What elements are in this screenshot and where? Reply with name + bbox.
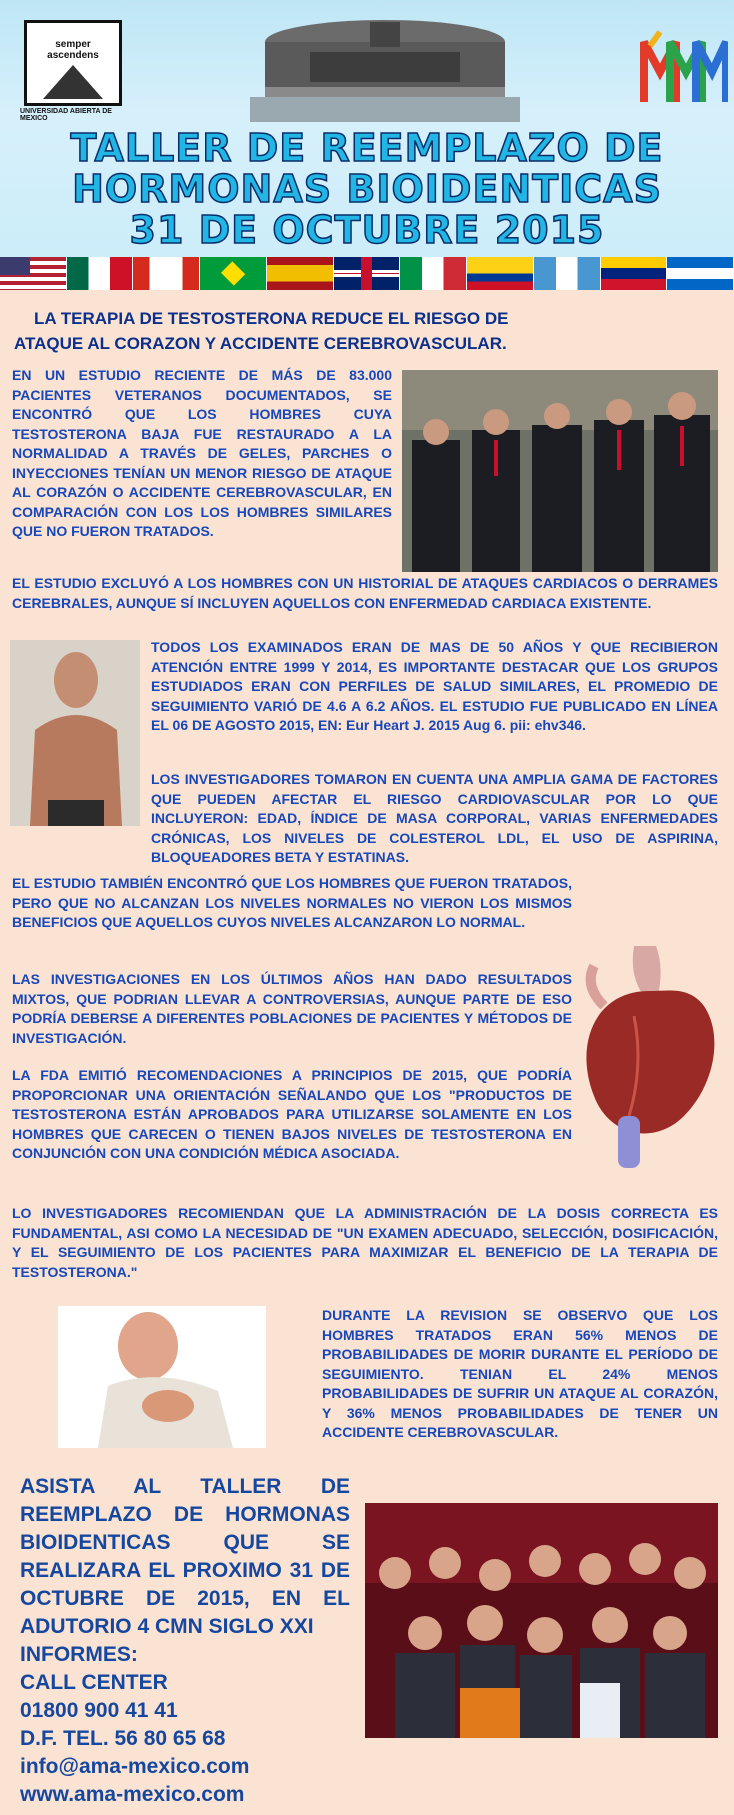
flag-spain-icon — [267, 257, 334, 290]
title-line-2: HORMONAS BIOIDENTICAS — [72, 167, 662, 211]
logo-triangle-icon — [43, 65, 103, 99]
paragraph-review: DURANTE LA REVISION SE OBSERVO QUE LOS HOMBRES TRATADOS ERAN 56% MENOS DE PROBABILIDADES DE MORIR DURANTE EL PERÍODO DE SEGUIMIENTO. TENIAN EL 24% MENOS PROBABILIDADES DE SUFRIR UN ATAQUE AL CORAZÓN, Y 36% MENOS PROBABILIDADES DE TENER UN ACCIDENTE CEREBROVASCULAR. — [322, 1307, 718, 1440]
event-title — [0, 128, 734, 251]
article-headline — [14, 306, 614, 356]
paragraph-study: EN UN ESTUDIO RECIENTE DE MÁS DE 83.000 PACIENTES VETERANOS DOCUMENTADOS, SE ENCONTRÓ QUE LOS HOMBRES CUYA TESTOSTERONA BAJA FUE RESTAURADO A LA NORMALIDAD A TRAVÉS DE GELES, PARCHES O INYECCIONES TENÍAN UN MENOR RIESGO DE ATAQUE AL CORAZÓN O ACCIDENTE CEREBROVASCULAR, EN COMPARACIÓN CON LOS LOS HOMBRES SIMILARES QUE NO FUERON TRATADOS. — [12, 367, 392, 539]
auditorium-building-image — [250, 12, 520, 122]
flag-canada-icon — [133, 257, 200, 290]
flag-nicaragua-icon — [667, 257, 734, 290]
informes-label: INFORMES: — [20, 1643, 138, 1666]
title-line-3: 31 DE OCTUBRE 2015 — [129, 208, 605, 252]
flag-guatemala-icon — [534, 257, 601, 290]
chest-pain-man-photo — [58, 1306, 266, 1448]
paragraph-levels: EL ESTUDIO TAMBIÉN ENCONTRÓ QUE LOS HOMBRES QUE FUERON TRATADOS, PERO QUE NO ALCANZAN LOS NIVELES NORMALES NO VIERON LOS MISMOS BENEFICIOS QUE AQUELLOS CUYOS NIVELES ALCANZARON LO NORMAL. — [12, 875, 572, 930]
flag-colombia-icon — [467, 257, 534, 290]
phone-number-df[interactable]: D.F. TEL. 56 80 65 68 — [20, 1727, 226, 1750]
headline-line-2: ATAQUE AL CORAZON Y ACCIDENTE CEREBROVASCULAR. — [14, 334, 507, 353]
logo-text: semper ascendens — [47, 39, 99, 61]
flag-brazil-icon — [200, 257, 267, 290]
email-link[interactable]: info@ama-mexico.com — [20, 1755, 250, 1778]
veterans-photo — [402, 370, 718, 572]
group-photo — [365, 1503, 718, 1738]
paragraph-exclusion: EL ESTUDIO EXCLUYÓ A LOS HOMBRES CON UN HISTORIAL DE ATAQUES CARDIACOS O DERRAMES CEREBRALES, AUNQUE SÍ INCLUYEN AQUELLOS CON ENFERMEDAD CARDIACA EXISTENTE. — [12, 575, 718, 611]
headline-line-1: LA TERAPIA DE TESTOSTERONA REDUCE EL RIESGO DE — [34, 309, 509, 328]
contact-info — [20, 1641, 350, 1809]
website-link[interactable]: www.ama-mexico.com — [20, 1783, 245, 1806]
flag-mexico-icon — [67, 257, 134, 290]
workshop-invitation: ASISTA AL TALLER DE REEMPLAZO DE HORMONAS BIOIDENTICAS QUE SE REALIZARA EL PROXIMO 31 DE OCTUBRE DE 2015, EN EL ADUTORIO 4 CMN SIGLO XXI — [20, 1475, 350, 1638]
phone-number-national[interactable]: 01800 900 41 41 — [20, 1699, 178, 1722]
flag-venezuela-icon — [601, 257, 668, 290]
paragraph-fda: LA FDA EMITIÓ RECOMENDACIONES A PRINCIPIOS DE 2015, QUE PODRÍA PROPORCIONAR UNA ORIENTACIÓN SEÑALANDO QUE LOS "PRODUCTOS DE TESTOSTERONA ESTÁN APROBADOS PARA UTILIZARSE SOLAMENTE EN LOS HOMBRES QUE CARECEN O TIENEN BAJOS NIVELES DE TESTOSTERONA EN CONJUNCIÓN CON UNA CONDICIÓN MÉDICA ASOCIADA. — [12, 1067, 572, 1161]
paragraph-research: LAS INVESTIGACIONES EN LOS ÚLTIMOS AÑOS HAN DADO RESULTADOS MIXTOS, QUE PODRIAN LLEVAR A CONTROVERSIAS, AUNQUE PARTE DE ESO PODRÍA DEBERSE A DIFERENTES POBLACIONES DE PACIENTES Y MÉTODOS DE INVESTIGACIÓN. — [12, 971, 572, 1046]
flag-italy-icon — [400, 257, 467, 290]
flags-strip — [0, 257, 734, 290]
logo-caption: UNIVERSIDAD ABIERTA DE MEXICO — [20, 108, 112, 122]
heart-illustration — [574, 946, 724, 1168]
mm-logo-icon — [640, 22, 728, 112]
header-banner — [0, 0, 734, 290]
flag-uk-icon — [334, 257, 401, 290]
paragraph-recommendations: LO INVESTIGADORES RECOMIENDAN QUE LA ADMINISTRACIÓN DE LA DOSIS CORRECTA ES FUNDAMENTAL, ASI COMO LA NECESIDAD DE "UN EXAMEN ADECUADO, SELECCIÓN, DOSIFICACIÓN, Y EL SEGUIMIENTO DE LOS PACIENTES PARA MAXIMIZAR EL BENEFICIO DE LA TERAPIA DE TESTOSTERONA." — [12, 1205, 718, 1280]
call-center-label: CALL CENTER — [20, 1671, 168, 1694]
paragraph-factors: LOS INVESTIGADORES TOMARON EN CUENTA UNA AMPLIA GAMA DE FACTORES QUE PUEDEN AFECTAR EL RIESGO CARDIOVASCULAR POR LO QUE INCLUYERON: EDAD, ÍNDICE DE MASA CORPORAL, VARIAS ENFERMEDADES CRÓNICAS, LOS NIVELES DE COLESTEROL LDL, EL USO DE ASPIRINA, BLOQUEADORES BETA Y ESTATINAS. — [151, 771, 718, 865]
title-line-1: TALLER DE REEMPLAZO DE — [70, 126, 664, 170]
senior-man-photo — [10, 640, 140, 826]
flag-usa-icon — [0, 257, 67, 290]
paragraph-examined: TODOS LOS EXAMINADOS ERAN DE MAS DE 50 AÑOS Y QUE RECIBIERON ATENCIÓN ENTRE 1999 Y 2014, ES IMPORTANTE DESTACAR QUE LOS GRUPOS ESTUDIADOS ERAN CON PERFILES DE SALUD SIMILARES, EL PROMEDIO DE SEGUIMIENTO VARIÓ DE 4.6 A 6.2 AÑOS. EL ESTUDIO FUE PUBLICADO EN LÍNEA EL 06 DE AGOSTO 2015, EN: Eur Heart J. 2015 Aug 6. pii: ehv346. — [151, 639, 718, 733]
university-logo — [24, 20, 122, 106]
